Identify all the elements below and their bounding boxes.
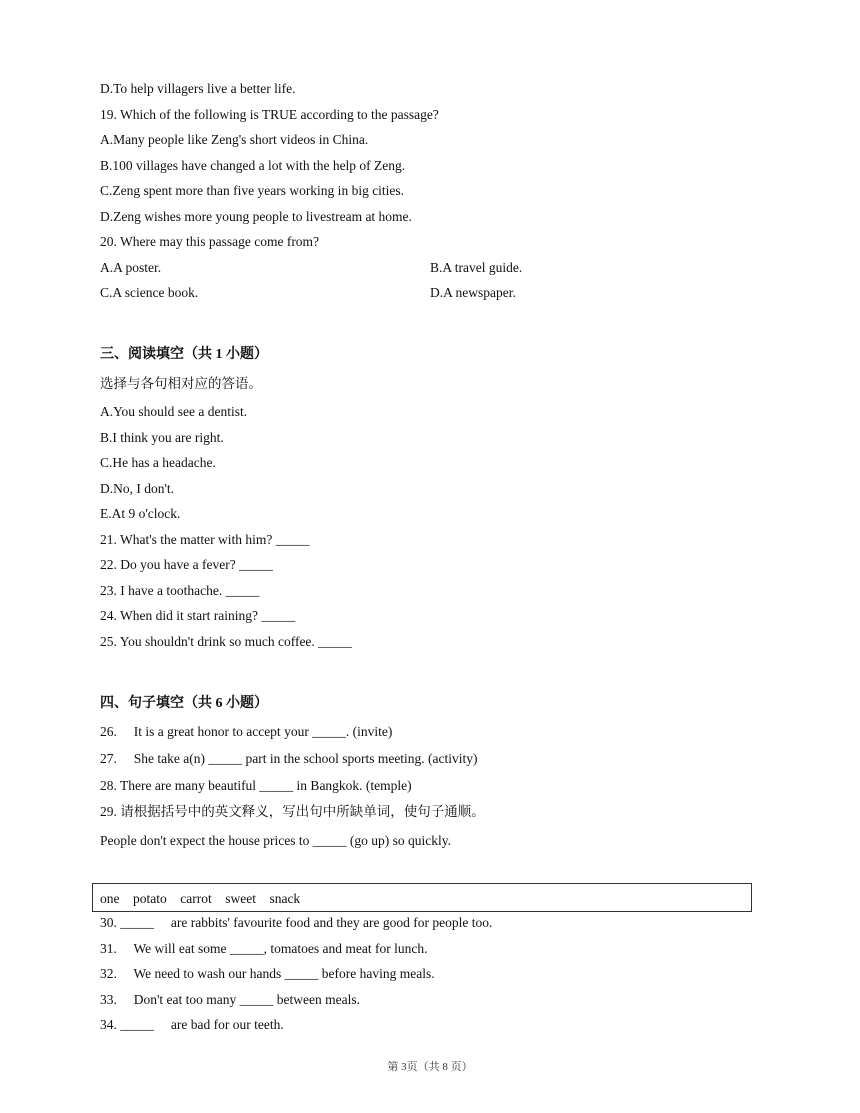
question-27: 27. She take a(n) _____ part in the school sports meeting. (activity) [100,751,478,766]
word-bank: one potato carrot sweet snack [100,891,301,906]
q20-option-d: D.A newspaper. [430,285,516,300]
q20-option-b: B.A travel guide. [430,260,523,275]
question-23: 23. I have a toothache. _____ [100,583,260,598]
question-31: 31. We will eat some _____, tomatoes and meat for lunch. [100,941,428,956]
question-22: 22. Do you have a fever? _____ [100,557,273,572]
word-bank-box [92,883,752,912]
question-24: 24. When did it start raining? _____ [100,608,296,623]
section3-heading: 三、阅读填空（共 1 小题） [100,347,268,362]
q19-option-d: D.Zeng wishes more young people to livestream at home. [100,209,412,224]
q19-question: 19. Which of the following is TRUE according to the passage? [100,107,439,122]
question-28: 28. There are many beautiful _____ in Bangkok. (temple) [100,778,412,793]
question-30: 30. _____ are rabbits' favourite food and they are good for people too. [100,915,493,930]
section4-heading: 四、句子填空（共 6 小题） [100,696,268,711]
question-33: 33. Don't eat too many _____ between meals. [100,992,361,1007]
q20-option-c: C.A science book. [100,285,199,300]
question-26: 26. It is a great honor to accept your _____. (invite) [100,724,393,739]
q19-option-a: A.Many people like Zeng's short videos in China. [100,132,369,147]
question-29-sentence: People don't expect the house prices to _____ (go up) so quickly. [100,833,451,848]
q19-option-c: C.Zeng spent more than five years working in big cities. [100,183,405,198]
q20-option-a: A.A poster. [100,260,162,275]
question-25: 25. You shouldn't drink so much coffee. _____ [100,634,352,649]
page-footer: 第 3页（共 8 页） [387,1061,473,1073]
answer-option-a: A.You should see a dentist. [100,404,248,419]
question-34: 34. _____ are bad for our teeth. [100,1017,284,1032]
answer-option-d: D.No, I don't. [100,481,175,496]
q18-option-d: D.To help villagers live a better life. [100,81,296,96]
answer-option-c: C.He has a headache. [100,455,216,470]
section3-instruction: 选择与各句相对应的答语。 [100,376,262,391]
q20-question: 20. Where may this passage come from? [100,234,320,249]
question-32: 32. We need to wash our hands _____ before having meals. [100,966,435,981]
answer-option-b: B.I think you are right. [100,430,224,445]
question-21: 21. What's the matter with him? _____ [100,532,310,547]
question-29-instruction: 29. 请根据括号中的英文释义，写出句中所缺单词，使句子通顺。 [100,804,485,819]
q19-option-b: B.100 villages have changed a lot with the help of Zeng. [100,158,406,173]
answer-option-e: E.At 9 o'clock. [100,506,181,521]
